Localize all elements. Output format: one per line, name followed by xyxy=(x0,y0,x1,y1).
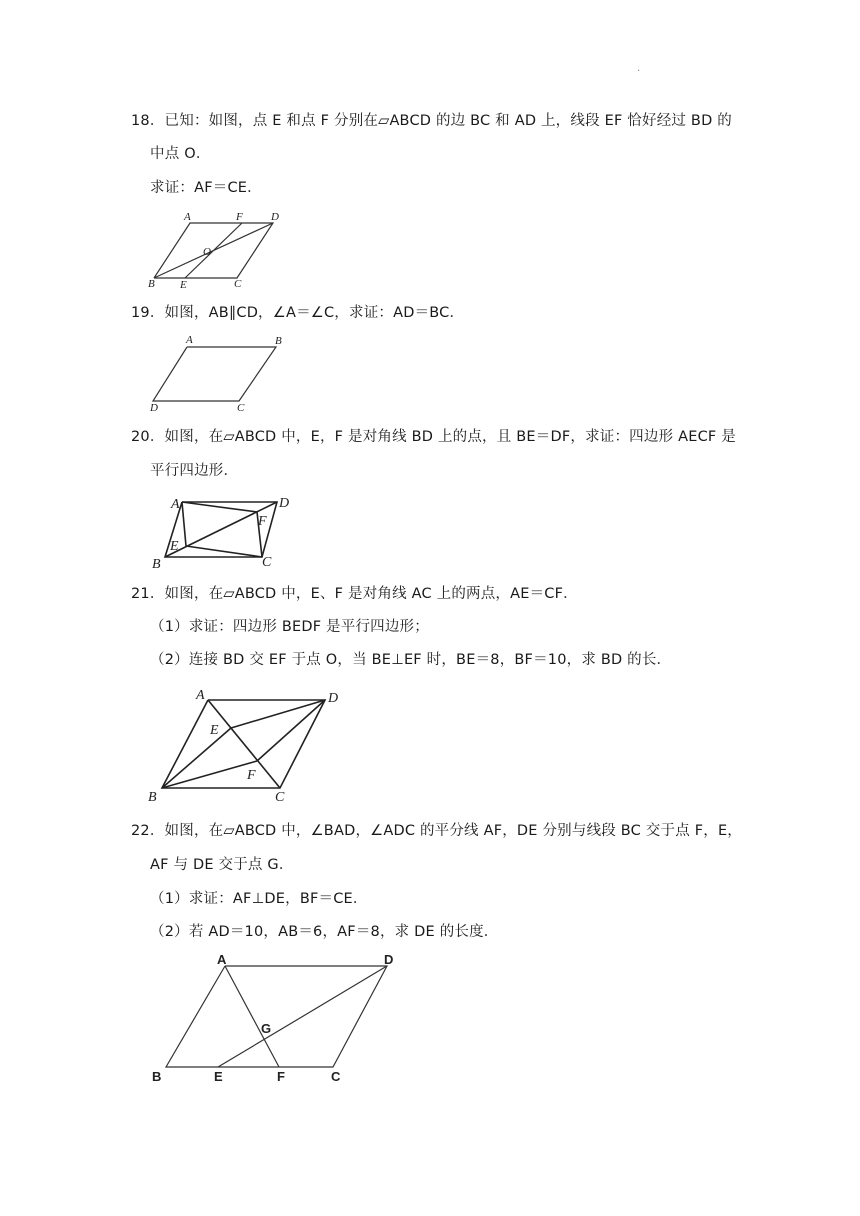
q21-segment-ed xyxy=(231,700,325,728)
q20-label-a: A xyxy=(171,497,180,512)
q20-text-line1: 20．如图，在▱ABCD 中，E，F 是对角线 BD 上的点，且 BE＝DF，求证：四边形 AECF 是 xyxy=(131,429,736,445)
q18-label-o: O xyxy=(203,246,211,258)
q22-label-a: A xyxy=(217,952,227,967)
q22-bisector-af xyxy=(225,966,279,1067)
q22-figure xyxy=(140,948,410,1088)
q22-text-line4: （2）若 AD＝10，AB＝6，AF＝8，求 DE 的长度． xyxy=(150,924,499,940)
q22-parallelogram xyxy=(166,966,387,1067)
q21-text-line3: （2）连接 BD 交 EF 于点 O，当 BE⊥EF 时，BE＝8，BF＝10，求 BD 的长． xyxy=(150,652,672,668)
q20-label-d: D xyxy=(279,496,290,511)
q21-segment-bf xyxy=(162,761,257,788)
q18-text-line2: 中点 O． xyxy=(150,146,211,162)
q18-text-line1: 18．已知：如图，点 E 和点 F 分别在▱ABCD 的边 BC 和 AD 上，线段 EF 恰好经过 BD 的 xyxy=(131,113,732,129)
q20-figure xyxy=(140,490,300,570)
q18-text-line3: 求证：AF＝CE． xyxy=(150,180,262,196)
q22-text-line3: （1）求证：AF⊥DE，BF＝CE． xyxy=(150,891,368,907)
q22-label-d: D xyxy=(384,952,394,967)
q21-figure xyxy=(140,684,350,804)
q19-text-line1: 19．如图，AB∥CD，∠A＝∠C，求证：AD＝BC． xyxy=(131,305,465,321)
q21-label-f: F xyxy=(247,768,256,783)
q22-label-b: B xyxy=(152,1069,162,1084)
q20-diagonal-bd xyxy=(165,502,277,557)
q22-bisector-de xyxy=(218,966,387,1067)
q19-label-a: A xyxy=(186,334,193,346)
q20-segment-af xyxy=(182,502,257,512)
q20-text-line2: 平行四边形． xyxy=(150,463,239,479)
q18-segment-ef xyxy=(185,223,242,278)
q22-label-f: F xyxy=(277,1069,285,1084)
q18-label-e: E xyxy=(180,279,187,291)
q22-text-line1: 22．如图，在▱ABCD 中，∠BAD，∠ADC 的平分线 AF，DE 分别与线段 BC 交于点 F，E， xyxy=(131,823,743,839)
q20-label-c: C xyxy=(262,555,272,570)
q20-label-e: E xyxy=(170,539,179,554)
q19-parallelogram xyxy=(153,347,276,401)
q22-label-e: E xyxy=(214,1069,223,1084)
q21-label-a: A xyxy=(196,688,205,703)
q18-label-d: D xyxy=(271,211,279,223)
q22-label-c: C xyxy=(331,1069,341,1084)
q21-text-line1: 21．如图，在▱ABCD 中，E、F 是对角线 AC 上的两点，AE＝CF． xyxy=(131,586,578,602)
q18-figure xyxy=(140,205,300,295)
q19-label-b: B xyxy=(275,335,282,347)
q21-label-e: E xyxy=(210,723,219,738)
q18-label-c: C xyxy=(234,278,242,290)
q19-figure xyxy=(140,330,300,420)
q21-label-d: D xyxy=(328,691,339,706)
q21-diagonal-ac xyxy=(208,700,280,788)
q21-segment-fd xyxy=(257,700,325,761)
q18-label-f: F xyxy=(236,211,243,223)
q20-segment-ae xyxy=(182,502,186,546)
q18-label-a: A xyxy=(184,211,191,223)
q19-label-d: D xyxy=(150,402,158,414)
q18-label-b: B xyxy=(148,278,155,290)
q20-segment-ec xyxy=(186,546,262,557)
corner-mark: · xyxy=(637,66,641,77)
q21-text-line2: （1）求证：四边形 BEDF 是平行四边形； xyxy=(150,619,429,635)
q21-label-b: B xyxy=(148,790,157,805)
q20-label-f: F xyxy=(258,514,267,529)
q20-label-b: B xyxy=(152,557,161,572)
q21-label-c: C xyxy=(275,790,285,805)
q22-label-g: G xyxy=(261,1021,272,1036)
q22-text-line2: AF 与 DE 交于点 G． xyxy=(150,857,294,873)
q19-label-c: C xyxy=(237,402,245,414)
